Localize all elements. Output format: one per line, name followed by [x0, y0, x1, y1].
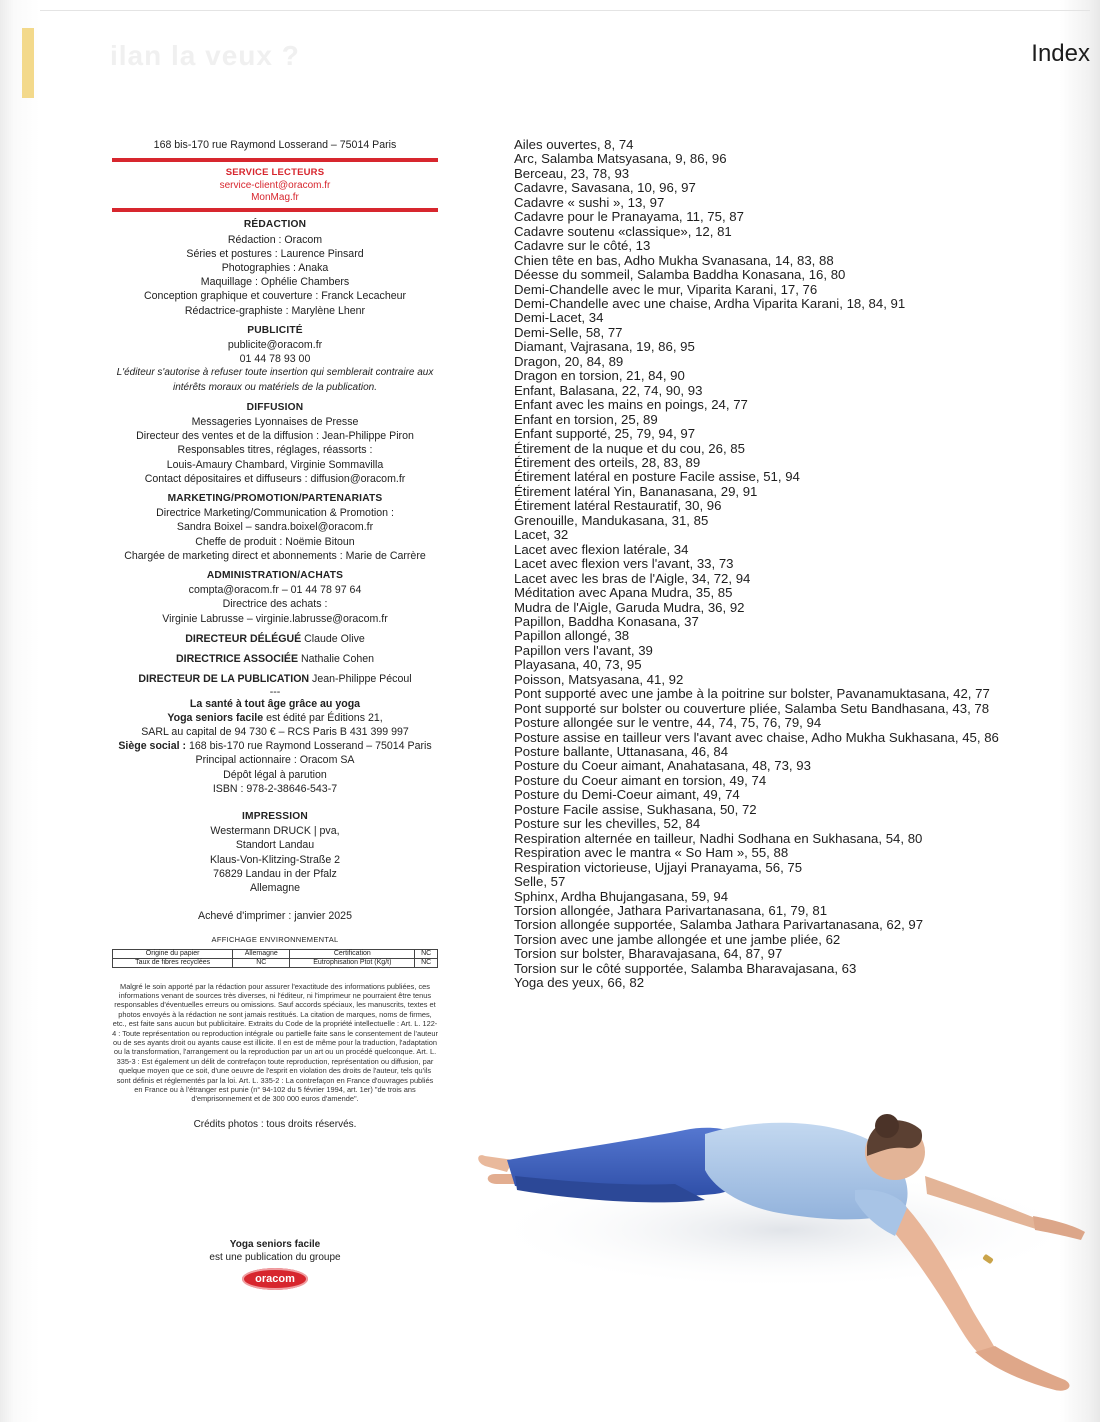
table-cell: NC: [415, 949, 438, 958]
group-block: [112, 1238, 438, 1290]
index-entry: Playasana, 40, 73, 95: [514, 657, 642, 673]
redaction-line: Photographies : Anaka: [221, 262, 329, 275]
index-entry: Demi-Chandelle avec une chaise, Ardha Viparita Karani, 18, 84, 91: [514, 295, 906, 311]
legal-notice: Malgré le soin apporté par la rédaction pour assurer l'exactitude des informations publiées, ces informations venant de sources très diverses, ni l'éditeur, ni l'imprimeur ne pourraient être tenus responsables d'éventuelles erreurs ou omissions. Sauf accords spéciaux, les manuscrits, textes et photos envoyés à la rédaction ne sont jamais restitués. La citation de marques, noms de firmes, etc., est faite sans aucun but publicitaire. Extraits du Code de la propriété intellectuelle : Art. L. 122-4 : Toute représentation ou reproduction intégrale ou partielle faite sans le consentement de l'auteur ou de ses ayants droit ou ayants cause est illicite. Il en est de même pour la traduction, l'adaptation ou la transformation, l'arrangement ou la reproduction par un art ou un procédé quelconque. Art. L. 335-3 : Est également un délit de contrefaçon toute reproduction, représentation ou diffusion, par quelque moyen que ce soit, d'une oeuvre de l'esprit en violation des droits de l'auteur, tels qu'ils sont définis et réglementés par la loi. Art. L. 335-2 : La contrefaçon en France d'ouvrages publiés en France ou à l'étranger est punie (n° 94-102 du 5 février 1994, art. 1er) "de trois ans d'emprisonnement et de 300 000 euros d'amende".: [112, 981, 438, 1104]
oracom-logo: oracom: [242, 1268, 308, 1290]
index-entry: Grenouille, Mandukasana, 31, 85: [514, 512, 709, 528]
index-entry: Selle, 57: [514, 874, 566, 890]
index-entry: Papillon vers l'avant, 39: [514, 642, 653, 658]
directrice-associee-label: DIRECTRICE ASSOCIÉE: [175, 653, 299, 666]
diffusion-line: Responsables titres, réglages, réassorts :: [177, 444, 373, 457]
impression-line: 76829 Landau in der Pfalz: [213, 867, 337, 880]
redaction-line: Rédactrice-graphiste : Marylène Lhenr: [184, 304, 366, 317]
index-entry: Posture assise en tailleur vers l'avant avec chaise, Adho Mukha Sukhasana, 45, 86: [514, 729, 999, 745]
index-entry: Posture sur les chevilles, 52, 84: [514, 816, 701, 832]
index-entry: Déesse du sommeil, Salamba Baddha Konasana, 16, 80: [514, 267, 846, 283]
index-entry: Posture du Demi-Coeur aimant, 49, 74: [514, 787, 740, 803]
address: 168 bis-170 rue Raymond Losserand – 75014 Paris: [153, 139, 397, 151]
index-entry: Torsion avec une jambe allongée et une jambe pliée, 62: [514, 931, 841, 947]
edition-siege: [112, 739, 438, 753]
index-entry: Berceau, 23, 78, 93: [514, 165, 630, 181]
index-entry: Demi-Selle, 58, 77: [514, 324, 623, 340]
service-email[interactable]: service-client@oracom.fr: [219, 180, 331, 192]
index-entry: Enfant supporté, 25, 79, 94, 97: [514, 426, 696, 442]
siege-address: 168 bis-170 rue Raymond Losserand – 75014 Paris: [189, 740, 432, 753]
directeur-delegue: [112, 632, 438, 646]
credits-column: [112, 138, 438, 1290]
index-entry: Chien tête en bas, Adho Mukha Svanasana, 14, 83, 88: [514, 252, 834, 268]
index-entry: Posture Facile assise, Sukhasana, 50, 72: [514, 801, 757, 817]
ghost-text: ilan la veux ?: [110, 40, 300, 71]
index-entry: Respiration avec le mantra « So Ham », 55, 88: [514, 845, 789, 861]
index-entry: Lacet avec les bras de l'Aigle, 34, 72, 94: [514, 570, 751, 586]
table-cell: Origine du papier: [113, 949, 233, 958]
edition-line: [112, 711, 438, 725]
table-cell: Taux de fibres recyclées: [113, 958, 233, 967]
index-entry: Diamant, Vajrasana, 19, 86, 95: [514, 339, 695, 355]
index-entry: Mudra de l'Aigle, Garuda Mudra, 36, 92: [514, 599, 745, 615]
edition-isbn: ISBN : 978-2-38646-543-7: [212, 782, 338, 795]
administration-line: Directrice des achats :: [222, 598, 328, 611]
index-entry: Dragon en torsion, 21, 84, 90: [514, 368, 685, 384]
index-list: [514, 138, 1074, 991]
index-entry: Lacet, 32: [514, 527, 569, 543]
redaction-line: Séries et postures : Laurence Pinsard: [186, 247, 364, 260]
diffusion-line: Louis-Amaury Chambard, Virginie Sommavilla: [166, 458, 384, 471]
redaction-head: RÉDACTION: [243, 219, 307, 231]
marketing-line: Chargée de marketing direct et abonnements : Marie de Carrère: [124, 549, 426, 562]
page-edge-tab: [22, 28, 34, 98]
environment-table: [112, 949, 438, 968]
table-row: [113, 949, 438, 958]
publicite-note: L'éditeur s'autorise à refuser toute insertion qui semblerait contraire aux intérêts moraux ou matériels de la publication.: [116, 367, 434, 393]
index-title: Index: [1031, 40, 1090, 67]
marketing-head: MARKETING/PROMOTION/PARTENARIATS: [167, 493, 383, 505]
index-entry: Respiration alternée en tailleur, Nadhi Sodhana en Sukhasana, 54, 80: [514, 830, 923, 846]
impression-line: Westermann DRUCK | pva,: [210, 825, 340, 838]
impression-line: Klaus-Von-Klitzing-Straße 2: [209, 853, 341, 866]
edition-edited-by: est édité par Éditions 21,: [266, 711, 383, 724]
index-entry: Étirement des orteils, 28, 83, 89: [514, 454, 701, 470]
administration-line: Virginie Labrusse – virginie.labrusse@oracom.fr: [162, 612, 388, 625]
directeur-publication-name: Jean-Philippe Pécoul: [312, 673, 412, 686]
group-subtitle: est une publication du groupe: [209, 1252, 341, 1264]
index-entry: Étirement latéral Yin, Bananasana, 29, 91: [514, 483, 758, 499]
service-title: SERVICE LECTEURS: [225, 167, 325, 179]
table-cell: Eutrophisation Ptot (Kg/t): [290, 958, 415, 967]
publicite-email[interactable]: publicite@oracom.fr: [227, 339, 323, 352]
index-entry: Cadavre, Savasana, 10, 96, 97: [514, 180, 696, 196]
index-entry: Étirement de la nuque et du cou, 26, 85: [514, 440, 745, 456]
edition-title: Yoga seniors facile: [167, 711, 264, 724]
index-entry: Demi-Lacet, 34: [514, 310, 604, 326]
redaction-line: Rédaction : Oracom: [227, 233, 323, 246]
yoga-pose-illustration: [455, 1090, 1095, 1420]
table-cell: Allemagne: [233, 949, 290, 958]
impression-line: Allemagne: [249, 881, 301, 894]
index-entry: Dragon, 20, 84, 89: [514, 353, 624, 369]
index-entry: Enfant en torsion, 25, 89: [514, 411, 658, 427]
index-entry: Sphinx, Ardha Bhujangasana, 59, 94: [514, 888, 729, 904]
table-row: [113, 958, 438, 967]
index-entry: Torsion sur bolster, Bharavajasana, 64, 87, 97: [514, 946, 783, 962]
index-entry: Poisson, Matsyasana, 41, 92: [514, 671, 684, 687]
edition-actionnaire: Principal actionnaire : Oracom SA: [195, 754, 355, 767]
index-entry: Cadavre sur le côté, 13: [514, 238, 651, 254]
index-entry: Pont supporté avec une jambe à la poitrine sur bolster, Pavanamuktasana, 42, 77: [514, 686, 990, 702]
index-entry: Torsion allongée supportée, Salamba Jathara Parivartanasana, 62, 97: [514, 917, 924, 933]
directrice-associee-name: Nathalie Cohen: [300, 653, 375, 666]
red-rule-bottom: [112, 208, 438, 212]
index-entry: Étirement latéral Restauratif, 30, 96: [514, 498, 722, 514]
marketing-line: Cheffe de produit : Noëmie Bitoun: [195, 535, 355, 548]
index-entry: Demi-Chandelle avec le mur, Viparita Karani, 17, 76: [514, 281, 818, 297]
separator: ---: [269, 685, 281, 698]
publicite-phone: 01 44 78 93 00: [239, 353, 311, 366]
impression-head: IMPRESSION: [242, 810, 308, 822]
publicite-head: PUBLICITÉ: [247, 324, 303, 336]
group-title: Yoga seniors facile: [229, 1239, 321, 1251]
impression-line: Standort Landau: [235, 839, 315, 852]
index-entry: Posture du Coeur aimant en torsion, 49, 74: [514, 772, 767, 788]
index-entry: Cadavre « sushi », 13, 97: [514, 194, 665, 210]
redaction-line: Conception graphique et couverture : Franck Lecacheur: [143, 290, 407, 303]
siege-label: Siège social :: [118, 740, 187, 753]
index-entry: Étirement latéral en posture Facile assise, 51, 94: [514, 469, 800, 485]
index-entry: Lacet avec flexion vers l'avant, 33, 73: [514, 556, 734, 572]
index-entry: Pont supporté sur bolster ou couverture pliée, Salamba Setu Bandhasana, 43, 78: [514, 700, 990, 716]
photo-credits: Crédits photos : tous droits réservés.: [193, 1118, 357, 1130]
index-entry: Lacet avec flexion latérale, 34: [514, 541, 689, 557]
directeur-delegue-label: DIRECTEUR DÉLÉGUÉ: [185, 632, 302, 645]
index-entry: Cadavre soutenu «classique», 12, 81: [514, 223, 732, 239]
top-rule: [40, 10, 1090, 11]
directrice-associee: [112, 652, 438, 666]
environment-title: AFFICHAGE ENVIRONNEMENTAL: [211, 935, 339, 945]
redaction-line: Maquillage : Ophélie Chambers: [200, 276, 350, 289]
index-entry: Torsion allongée, Jathara Parivartanasana, 61, 79, 81: [514, 903, 828, 919]
administration-head: ADMINISTRATION/ACHATS: [206, 570, 344, 582]
tagline: La santé à tout âge grâce au yoga: [189, 697, 361, 710]
index-entry: Arc, Salamba Matsyasana, 9, 86, 96: [514, 151, 727, 167]
index-entry: Ailes ouvertes, 8, 74: [514, 137, 634, 152]
index-entry: Cadavre pour le Pranayama, 11, 75, 87: [514, 209, 744, 225]
table-cell: NC: [233, 958, 290, 967]
index-entry: Méditation avec Apana Mudra, 35, 85: [514, 585, 733, 601]
index-entry: Papillon, Baddha Konasana, 37: [514, 613, 699, 629]
index-entry: Enfant avec les mains en poings, 24, 77: [514, 397, 748, 413]
index-entry: Posture ballante, Uttanasana, 46, 84: [514, 744, 729, 760]
directeur-delegue-name: Claude Olive: [304, 632, 365, 645]
directeur-publication: [112, 672, 438, 686]
diffusion-head: DIFFUSION: [246, 401, 304, 413]
achieve-imprimer: Achevé d'imprimer : janvier 2025: [198, 910, 352, 923]
index-entry: Posture allongée sur le ventre, 44, 74, 75, 76, 79, 94: [514, 715, 822, 731]
marketing-line: Sandra Boixel – sandra.boixel@oracom.fr: [176, 521, 374, 534]
diffusion-line: Contact dépositaires et diffuseurs : diffusion@oracom.fr: [144, 472, 406, 485]
edition-capital: SARL au capital de 94 730 € – RCS Paris B 431 399 997: [141, 725, 409, 738]
index-entry: Torsion sur le côté supportée, Salamba Bharavajasana, 63: [514, 960, 857, 976]
red-rule-top: [112, 158, 438, 162]
diffusion-line: Directeur des ventes et de la diffusion : Jean-Philippe Piron: [136, 430, 414, 443]
index-entry: Yoga des yeux, 66, 82: [514, 975, 645, 991]
marketing-line: Directrice Marketing/Communication & Promotion :: [156, 507, 394, 520]
index-entry: Papillon allongé, 38: [514, 628, 630, 644]
administration-line: compta@oracom.fr – 01 44 78 97 64: [188, 584, 362, 597]
index-entry: Respiration victorieuse, Ujjayi Pranayama, 56, 75: [514, 859, 803, 875]
edition-depot: Dépôt légal à parution: [223, 768, 327, 781]
service-site[interactable]: MonMag.fr: [251, 192, 299, 204]
table-cell: Certification: [290, 949, 415, 958]
table-cell: NC: [415, 958, 438, 967]
index-entry: Posture du Coeur aimant, Anahatasana, 48, 73, 93: [514, 758, 811, 774]
diffusion-line: Messageries Lyonnaises de Presse: [191, 416, 359, 429]
index-entry: Enfant, Balasana, 22, 74, 90, 93: [514, 382, 703, 398]
directeur-publication-label: DIRECTEUR DE LA PUBLICATION: [138, 673, 310, 686]
